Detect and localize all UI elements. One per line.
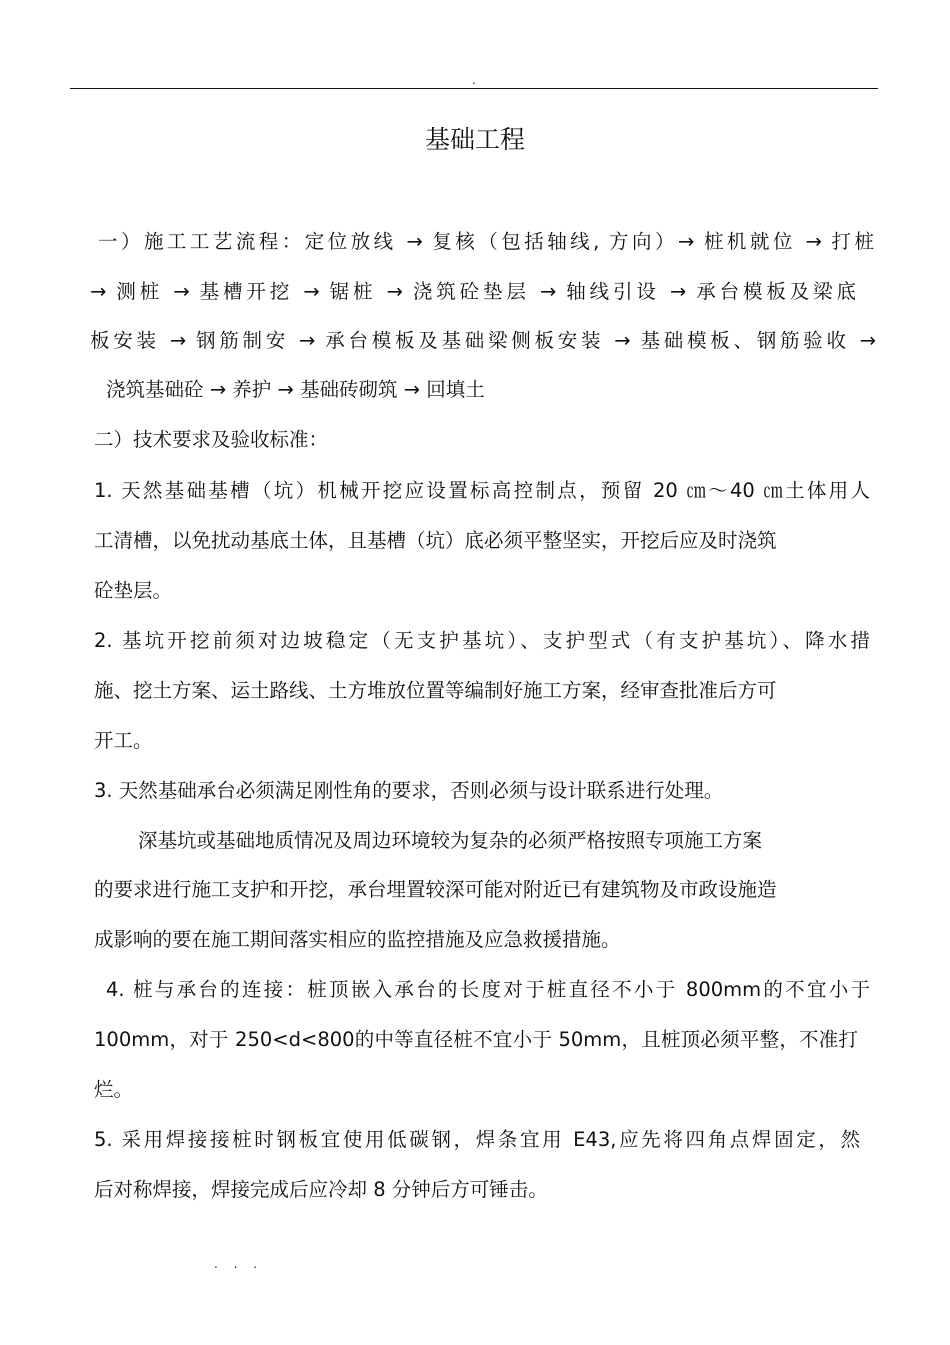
item1-line-2: 工清槽，以免扰动基底土体，且基槽（坑）底必须平整坚实，开挖后应及时浇筑 [94, 529, 777, 552]
para-line-2: 的要求进行施工支护和开挖，承台埋置较深可能对附近已有建筑物及市政设施造 [94, 878, 777, 901]
para-line-1: 深基坑或基础地质情况及周边环境较为复杂的必须严格按照专项施工方案 [138, 829, 763, 852]
item4-line-1: 4. 桩与承台的连接：桩顶嵌入承台的长度对于桩直径不小于 800mm的不宜小于 [106, 978, 870, 1001]
item1-line-1: 1. 天然基础基槽（坑）机械开挖应设置标高控制点，预留 20 ㎝～40 ㎝土体用人 [94, 479, 870, 502]
item3-line: 3. 天然基础承台必须满足刚性角的要求，否则必须与设计联系进行处理。 [94, 779, 724, 802]
item5-line-2: 后对称焊接，焊接完成后应冷却 8 分钟后方可锤击。 [94, 1178, 548, 1201]
flow-line-4: 浇筑基础砼 → 养护 → 基础砖砌筑 → 回填土 [106, 378, 485, 401]
item2-line-1: 2. 基坑开挖前须对边坡稳定（无支护基坑）、支护型式（有支护基坑）、降水措 [94, 629, 870, 652]
header-dot: . [472, 73, 476, 87]
section2-heading: 二）技术要求及验收标准： [94, 428, 329, 451]
para-line-3: 成影响的要在施工期间落实相应的监控措施及应急救援措施。 [94, 928, 621, 951]
item2-line-3: 开工。 [94, 729, 153, 752]
header-rule [70, 88, 878, 89]
item4-line-2: 100mm，对于 250<d<800的中等直径桩不宜小于 50mm，且桩顶必须平整，不准打 [94, 1028, 858, 1051]
flow-line-1: 一）施工工艺流程：定位放线 → 复核（包括轴线, 方向）→ 桩机就位 → 打桩 [98, 230, 874, 253]
item4-line-3: 烂。 [94, 1078, 134, 1101]
item1-line-3: 砼垫层。 [94, 579, 173, 602]
footer-dots: . . . [214, 1257, 264, 1271]
page-title: 基础工程 [424, 125, 525, 154]
flow-line-3: 板安装 → 钢筋制安 → 承台模板及基础梁侧板安装 → 基础模板、钢筋验收 → [90, 329, 876, 352]
item5-line-1: 5. 采用焊接接桩时钢板宜使用低碳钢，焊条宜用 E43,应先将四角点焊固定，然 [94, 1128, 860, 1151]
item2-line-2: 施、挖土方案、运土路线、土方堆放位置等编制好施工方案，经审查批准后方可 [94, 679, 777, 702]
flow-line-2: → 测桩 → 基槽开挖 → 锯桩 → 浇筑砼垫层 → 轴线引设 → 承台模板及梁底 [90, 280, 856, 303]
